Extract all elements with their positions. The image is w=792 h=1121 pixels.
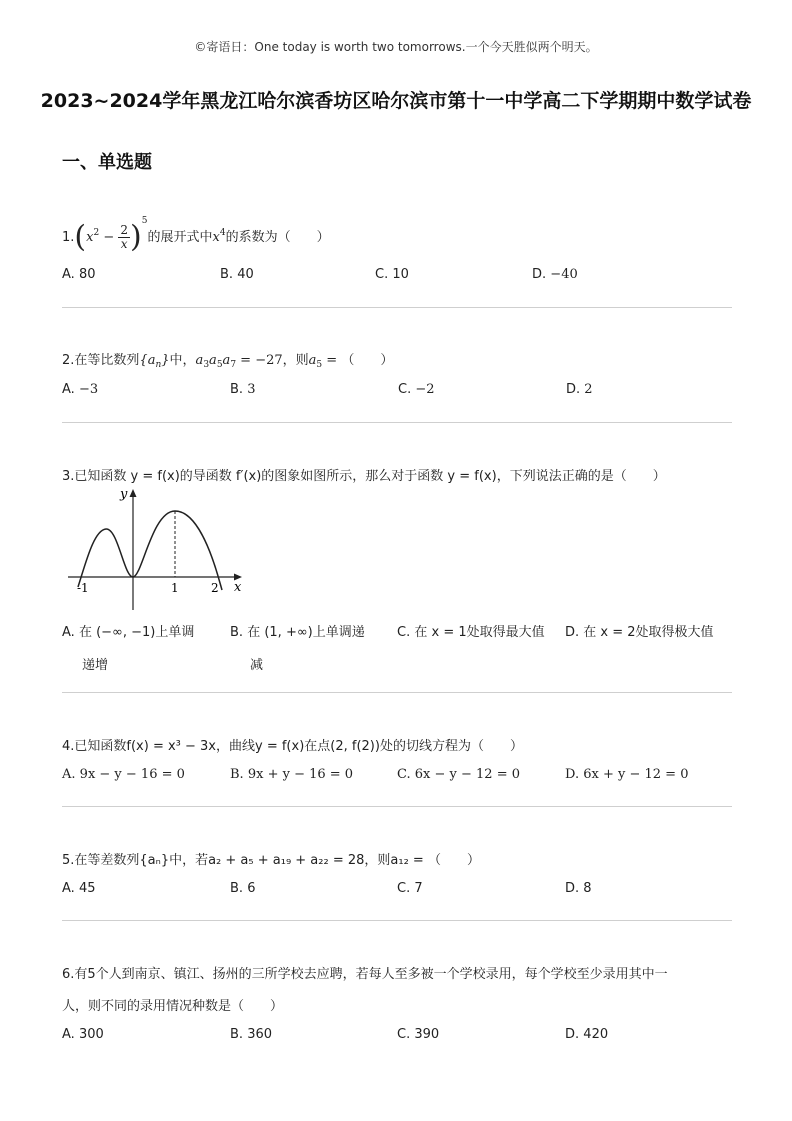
tick-1: 1 <box>171 581 179 595</box>
option-d[interactable]: D. 在 x = 2处取得极大值 <box>565 625 714 640</box>
option-d[interactable]: D. 6x + y − 12 = 0 <box>565 767 689 782</box>
divider <box>62 307 732 308</box>
fraction: $\frac{2}{x}$ <box>120 223 129 251</box>
question-number: 1. <box>62 230 75 245</box>
page-title: 2023~2024学年黑龙江哈尔滨香坊区哈尔滨市第十一中学高二下学期期中数学试卷 <box>40 90 752 112</box>
option-a[interactable]: A. 9x − y − 16 = 0 <box>62 767 185 782</box>
option-b[interactable]: B. 在 (1, +∞)上单调递 <box>230 625 365 640</box>
y-label: y <box>120 487 128 502</box>
option-a[interactable]: A. −3 <box>62 382 99 397</box>
question-6: 6.有5个人到南京、镇江、扬州的三所学校去应聘，若每人至多被一个学校录用，每个学校至少录用其中一 <box>62 967 668 982</box>
option-b[interactable]: B. 40 <box>220 267 254 282</box>
y-axis-arrow <box>130 489 137 497</box>
question-5: 5.在等差数列{aₙ}中，若a₂ + a₅ + a₁₉ + a₂₂ = 28，则a₁₂ = （ ） <box>62 853 480 868</box>
option-c[interactable]: C. 390 <box>397 1027 440 1042</box>
divider <box>62 422 732 423</box>
option-b[interactable]: B. 360 <box>230 1027 273 1042</box>
option-a[interactable]: A. 300 <box>62 1027 104 1042</box>
divider <box>62 806 732 807</box>
option-c[interactable]: C. 10 <box>375 267 409 282</box>
left-paren: ( <box>74 219 87 255</box>
option-c[interactable]: C. 7 <box>397 881 423 896</box>
option-a-continued: 递增 <box>82 658 109 673</box>
option-a[interactable]: A. 80 <box>62 267 96 282</box>
option-d[interactable]: D. 8 <box>565 881 592 896</box>
option-d[interactable]: D. 420 <box>565 1027 609 1042</box>
tick-2: 2 <box>211 581 219 595</box>
question-6-continued: 人，则不同的录用情况种数是（ ） <box>62 999 284 1014</box>
option-a[interactable]: A. 45 <box>62 881 96 896</box>
option-b[interactable]: B. 9x + y − 16 = 0 <box>230 767 354 782</box>
divider <box>62 692 732 693</box>
right-paren: ) <box>130 219 142 255</box>
motto: ©寄语日：One today is worth two tomorrows.一个今天胜似两个明天。 <box>194 40 598 54</box>
derivative-curve <box>78 511 222 590</box>
question-1: $1.(x^2$ − $\frac{2}{x}$ )$^5$的展开式中$x^4$的系数为（ ） <box>62 216 330 255</box>
divider <box>62 920 732 921</box>
question-2: 2.在等比数列$\{a_n\}$中，$a_3a_5a_7 = -27$，则$a_5$ = （ ） <box>62 353 394 370</box>
section-heading: 一、单选题 <box>62 152 152 173</box>
option-c[interactable]: C. 6x − y − 12 = 0 <box>397 767 520 782</box>
option-b[interactable]: B. 3 <box>230 382 256 397</box>
question-3: 3.已知函数 y = f(x)的导函数 f′(x)的图象如图所示，那么对于函数 y = f(x)，下列说法正确的是（ ） <box>62 469 666 484</box>
x-label: x <box>234 580 242 595</box>
option-a[interactable]: A. 在 (−∞, −1)上单调 <box>62 625 195 640</box>
derivative-graph <box>64 484 246 614</box>
option-c[interactable]: C. 在 x = 1处取得最大值 <box>397 625 545 640</box>
question-4: 4.已知函数f(x) = x³ − 3x，曲线y = f(x)在点(2, f(2))处的切线方程为（ ） <box>62 739 523 754</box>
option-c[interactable]: C. −2 <box>398 382 435 397</box>
option-b-continued: 减 <box>250 658 264 673</box>
option-d[interactable]: D. −40 <box>532 267 578 282</box>
option-b[interactable]: B. 6 <box>230 881 256 896</box>
option-d[interactable]: D. 2 <box>566 382 593 397</box>
tick-neg1: -1 <box>77 581 89 595</box>
